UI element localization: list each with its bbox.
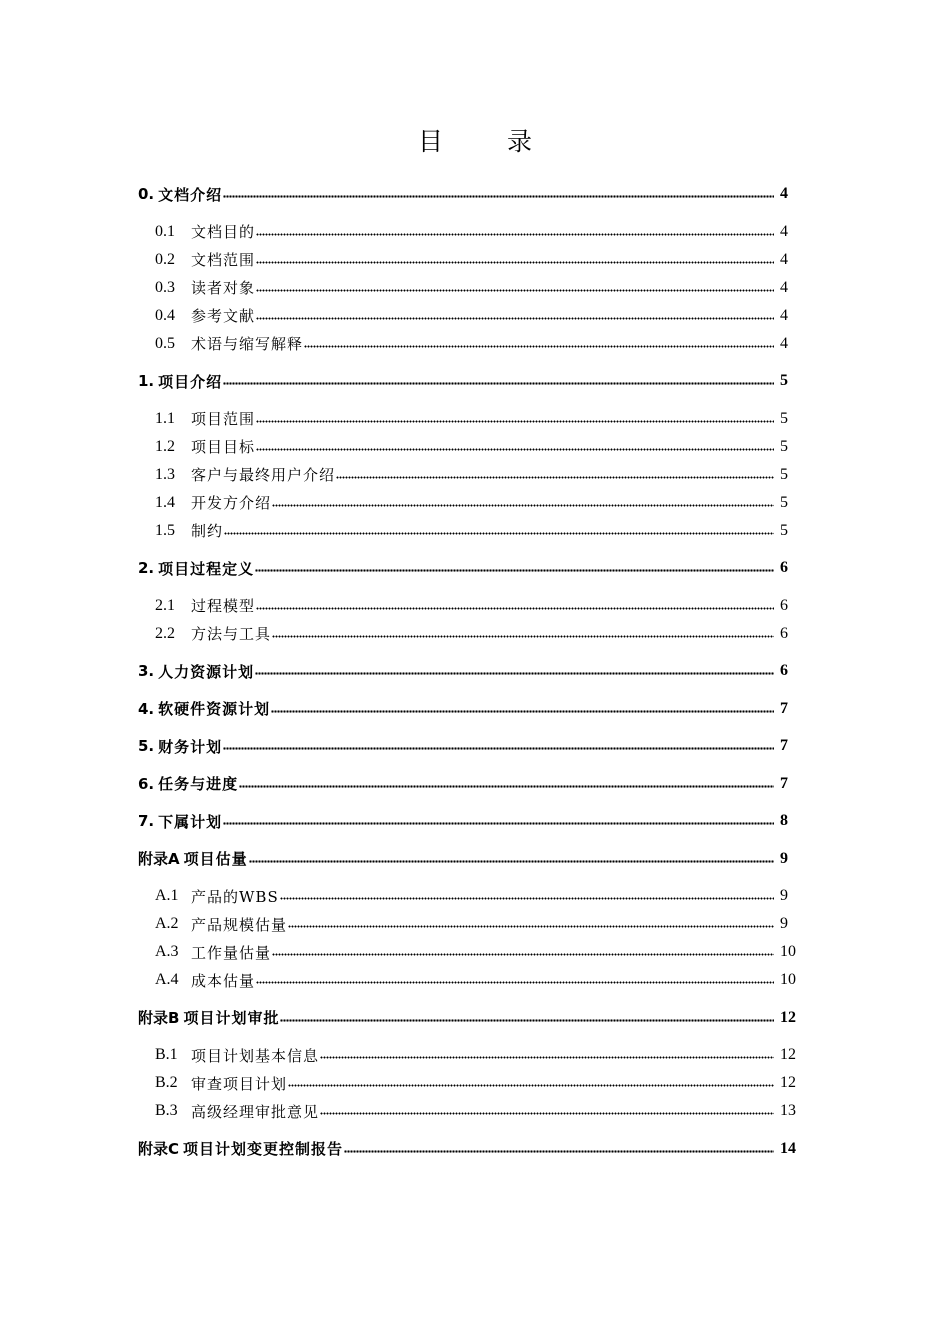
toc-sub-entry[interactable] (155, 461, 814, 489)
toc-dot-leader (344, 1144, 774, 1154)
toc-entry-number: B.3 (155, 1102, 178, 1119)
toc-dot-leader (304, 339, 774, 349)
toc-sub-entry[interactable] (155, 274, 814, 302)
toc-entry-page-number: 9 (780, 887, 788, 904)
toc-entry-page-number: 9 (780, 849, 788, 867)
toc-dot-leader (271, 704, 774, 714)
toc-heading-entry[interactable] (138, 807, 814, 835)
toc-sub-entry[interactable] (155, 1041, 814, 1069)
toc-entry-page-number: 6 (780, 624, 788, 642)
toc-entry-number: 2.2 (155, 624, 175, 642)
toc-entry-page-number: 6 (780, 596, 788, 614)
toc-entry-page-number: 7 (780, 699, 788, 717)
toc-dot-leader (272, 498, 774, 508)
toc-sub-entry[interactable] (155, 620, 814, 648)
toc-entry-number: B.1 (155, 1046, 178, 1063)
toc-entry-number: 1. (138, 372, 155, 390)
toc-entry-number: 1.3 (155, 465, 175, 483)
toc-entry-page-number: 5 (780, 521, 788, 539)
toc-dot-leader (280, 1013, 774, 1023)
toc-entry-number: 附录B (138, 1009, 180, 1027)
toc-dot-leader (336, 470, 774, 480)
toc-entry-page-number: 12 (780, 1074, 796, 1091)
toc-entry-number: 0.1 (155, 222, 175, 240)
toc-dot-leader (223, 376, 774, 386)
toc-sub-entry[interactable] (155, 882, 814, 910)
toc-dot-leader (320, 1050, 774, 1060)
toc-dot-leader (223, 741, 774, 751)
toc-dot-leader (256, 283, 774, 293)
toc-heading-entry[interactable] (138, 845, 814, 873)
toc-dot-leader (249, 854, 774, 864)
toc-entry-page-number: 9 (780, 915, 788, 932)
toc-entry-label: 文档介绍 (158, 185, 223, 204)
toc-dot-leader (320, 1106, 774, 1116)
toc-dot-leader (223, 189, 774, 199)
toc-sub-entry[interactable] (155, 405, 814, 433)
toc-entry-page-number: 10 (780, 971, 796, 988)
toc-entry-page-number: 8 (780, 812, 788, 829)
toc-entry-label: 财务计划 (158, 737, 223, 756)
toc-entry-label: 客户与最终用户介绍 (191, 466, 336, 484)
toc-entry-number: 1.2 (155, 437, 175, 455)
toc-entry-page-number: 5 (780, 437, 788, 455)
toc-dot-leader (288, 1078, 774, 1088)
toc-entry-label: 任务与进度 (158, 775, 239, 793)
toc-sub-entry[interactable] (155, 592, 814, 620)
toc-entry-number: 0. (138, 185, 155, 203)
toc-entry-label: 文档范围 (191, 251, 256, 269)
toc-dot-leader (256, 255, 774, 265)
toc-dot-leader (288, 919, 774, 929)
toc-entry-number: 2.1 (155, 596, 175, 614)
toc-dot-leader (255, 563, 774, 573)
toc-entry-label: 项目计划基本信息 (191, 1046, 320, 1065)
toc-dot-leader (224, 526, 774, 536)
toc-entry-number: A.1 (155, 887, 179, 904)
toc-entry-label: 读者对象 (191, 279, 256, 297)
toc-heading-entry[interactable] (138, 1004, 814, 1032)
toc-heading-entry[interactable] (138, 554, 814, 582)
toc-heading-entry[interactable] (138, 695, 814, 723)
toc-entry-label: 项目目标 (191, 438, 256, 456)
toc-entry-label: 制约 (191, 522, 224, 540)
toc-entry-label: 成本估量 (191, 971, 256, 990)
toc-dot-leader (239, 779, 774, 789)
toc-entry-page-number: 4 (780, 278, 788, 296)
toc-heading-entry[interactable] (138, 732, 814, 760)
toc-entry-label: 项目计划审批 (183, 1009, 280, 1027)
toc-entry-number: 3. (138, 662, 155, 680)
toc-dot-leader (256, 227, 774, 237)
toc-sub-entry[interactable] (155, 1097, 814, 1125)
toc-entry-label: 开发方介绍 (191, 494, 272, 512)
toc-sub-entry[interactable] (155, 1069, 814, 1097)
toc-entry-number: 1.1 (155, 409, 175, 427)
toc-entry-label: 术语与缩写解释 (191, 335, 304, 353)
toc-entry-label: 产品的WBS (191, 887, 279, 906)
toc-heading-entry[interactable] (138, 367, 814, 395)
toc-entry-number: 5. (138, 737, 155, 755)
toc-entry-page-number: 6 (780, 559, 788, 576)
toc-heading-entry[interactable] (138, 770, 814, 798)
toc-entry-page-number: 7 (780, 737, 788, 754)
toc-entry-number: 2. (138, 559, 155, 577)
toc-entry-page-number: 5 (780, 409, 788, 427)
toc-dot-leader (256, 975, 774, 985)
toc-sub-entry[interactable] (155, 938, 814, 966)
toc-dot-leader (280, 891, 774, 901)
toc-entry-label: 人力资源计划 (158, 662, 255, 681)
toc-entry-number: 1.4 (155, 493, 175, 511)
toc-entry-page-number: 13 (780, 1102, 796, 1119)
toc-dot-leader (256, 414, 774, 424)
toc-entry-number: A.4 (155, 971, 179, 988)
toc-entry-number: 0.3 (155, 278, 175, 296)
toc-sub-entry[interactable] (155, 966, 814, 994)
toc-entry-number: 0.4 (155, 306, 175, 324)
toc-sub-entry[interactable] (155, 246, 814, 274)
toc-entry-number: B.2 (155, 1074, 178, 1091)
toc-sub-entry[interactable] (155, 330, 814, 358)
toc-entry-page-number: 7 (780, 774, 788, 792)
toc-entry-label: 审查项目计划 (191, 1074, 288, 1093)
toc-dot-leader (256, 311, 774, 321)
toc-dot-leader (255, 666, 774, 676)
toc-entry-label: 参考文献 (191, 307, 256, 325)
toc-entry-label: 软硬件资源计划 (158, 700, 271, 718)
toc-entry-page-number: 4 (780, 250, 788, 268)
toc-sub-entry[interactable] (155, 218, 814, 246)
toc-entry-page-number: 4 (780, 185, 788, 202)
toc-entry-page-number: 4 (780, 334, 788, 352)
toc-sub-entry[interactable] (155, 517, 814, 545)
toc-entry-page-number: 14 (780, 1139, 796, 1157)
toc-entry-page-number: 12 (780, 1046, 796, 1063)
toc-entry-label: 方法与工具 (191, 625, 272, 643)
toc-entry-number: 0.5 (155, 334, 175, 352)
toc-entry-page-number: 10 (780, 943, 796, 960)
toc-dot-leader (256, 601, 774, 611)
toc-dot-leader (272, 629, 774, 639)
toc-entry-number: 1.5 (155, 521, 175, 539)
toc-entry-label: 文档目的 (191, 223, 256, 241)
toc-entry-number: 6. (138, 774, 155, 793)
toc-entry-number: 附录A (138, 850, 180, 868)
toc-dot-leader (223, 816, 774, 826)
toc-entry-number: 7. (138, 812, 155, 830)
toc-entry-label: 过程模型 (191, 597, 256, 615)
toc-entry-label: 工作量估量 (191, 943, 272, 962)
toc-entry-number: 0.2 (155, 250, 175, 268)
toc-entry-label: 下属计划 (158, 812, 223, 831)
toc-sub-entry[interactable] (155, 302, 814, 330)
toc-entry-page-number: 4 (780, 306, 788, 324)
toc-entry-number: 附录C (138, 1140, 180, 1158)
toc-entry-number: A.3 (155, 943, 179, 960)
toc-dot-leader (256, 442, 774, 452)
toc-sub-entry[interactable] (155, 489, 814, 517)
toc-heading-entry[interactable] (138, 180, 814, 208)
toc-sub-entry[interactable] (155, 433, 814, 461)
toc-entry-label: 产品规模估量 (191, 915, 288, 934)
toc-entry-label: 项目介绍 (158, 372, 223, 391)
toc-sub-entry[interactable] (155, 910, 814, 938)
toc-entry-label: 高级经理审批意见 (191, 1102, 320, 1121)
toc-entry-number: A.2 (155, 915, 179, 932)
toc-entry-label: 项目计划变更控制报告 (183, 1140, 344, 1158)
toc-entry-number: 4. (138, 699, 155, 718)
toc-entry-page-number: 5 (780, 465, 788, 483)
toc-dot-leader (272, 947, 774, 957)
toc-entry-label: 项目范围 (191, 410, 256, 428)
toc-entry-page-number: 4 (780, 222, 788, 240)
toc-entry-page-number: 6 (780, 662, 788, 679)
toc-entry-label: 项目过程定义 (158, 559, 255, 578)
toc-title: 目 录 (418, 127, 560, 156)
toc-entry-label: 项目估量 (183, 850, 248, 868)
toc-heading-entry[interactable] (138, 1135, 814, 1163)
toc-entry-page-number: 5 (780, 372, 788, 389)
toc-heading-entry[interactable] (138, 657, 814, 685)
toc-entry-page-number: 5 (780, 493, 788, 511)
toc-entry-page-number: 12 (780, 1008, 796, 1026)
